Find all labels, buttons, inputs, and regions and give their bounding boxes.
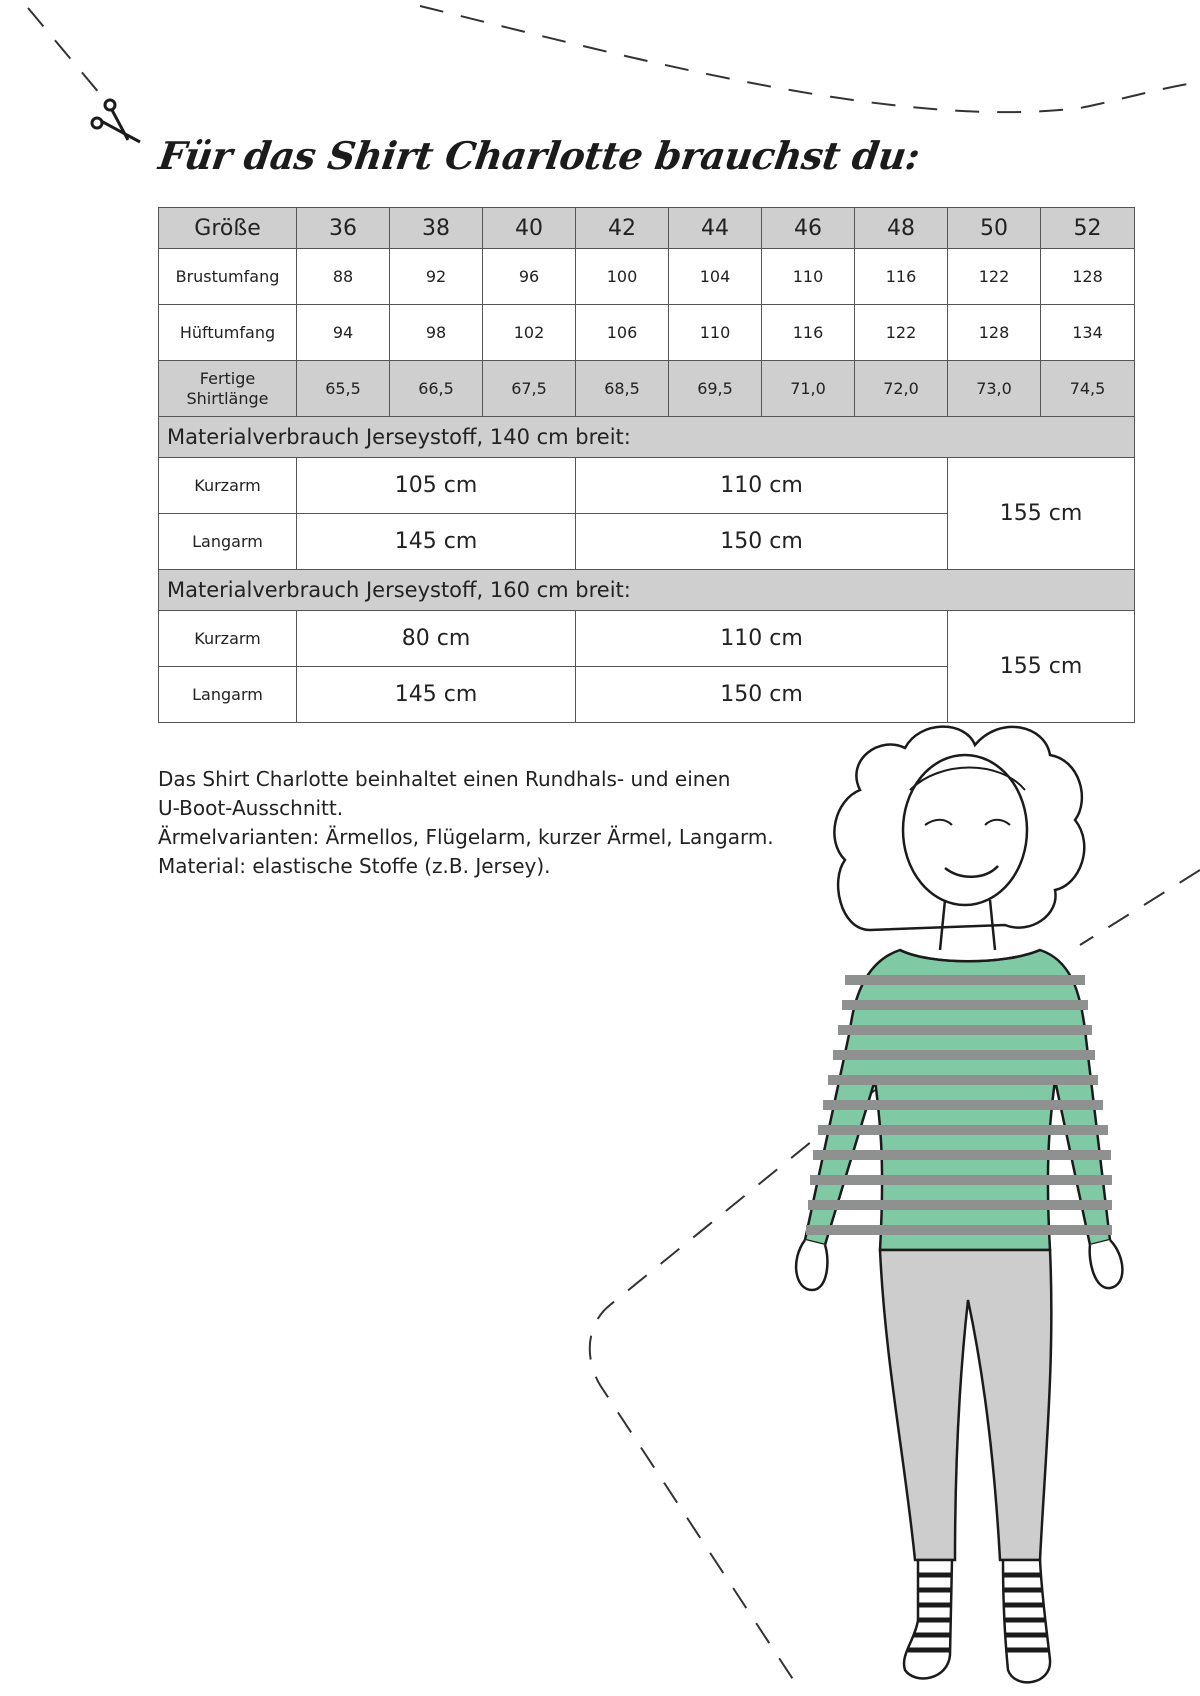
table-cell: 65,5 — [297, 361, 390, 417]
table-cell: 106 — [576, 305, 669, 361]
table-cell: 110 cm — [576, 458, 948, 514]
hip-label: Hüftumfang — [159, 305, 297, 361]
table-cell: 88 — [297, 249, 390, 305]
size-header-label: Größe — [159, 208, 297, 249]
table-cell: 69,5 — [669, 361, 762, 417]
table-cell: 74,5 — [1041, 361, 1135, 417]
kurzarm-label: Kurzarm — [159, 458, 297, 514]
size-52: 52 — [1041, 208, 1135, 249]
size-48: 48 — [855, 208, 948, 249]
table-cell: 104 — [669, 249, 762, 305]
length-label-line2: Shirtlänge — [186, 388, 269, 408]
description-line: Material: elastische Stoffe (z.B. Jersey). — [158, 854, 551, 878]
table-cell: 150 cm — [576, 667, 948, 723]
page-title: Für das Shirt Charlotte brauchst du: — [156, 133, 923, 178]
table-cell: 122 — [948, 249, 1041, 305]
table-cell: 122 — [855, 305, 948, 361]
table-cell: 94 — [297, 305, 390, 361]
right-hand — [1090, 1240, 1123, 1288]
bust-row — [159, 249, 1135, 305]
size-46: 46 — [762, 208, 855, 249]
table-cell: 145 cm — [297, 667, 576, 723]
material-160-heading: Materialverbrauch Jerseystoff, 160 cm breit: — [159, 570, 1135, 611]
table-cell: 100 — [576, 249, 669, 305]
material-160-kurzarm-row — [159, 611, 1135, 667]
table-cell: 110 — [762, 249, 855, 305]
size-44: 44 — [669, 208, 762, 249]
table-cell: 68,5 — [576, 361, 669, 417]
description — [158, 765, 858, 881]
table-cell: 145 cm — [297, 514, 576, 570]
table-cell: 150 cm — [576, 514, 948, 570]
size-38: 38 — [390, 208, 483, 249]
table-cell: 80 cm — [297, 611, 576, 667]
size-table — [158, 207, 1135, 723]
material-160-heading-row — [159, 570, 1135, 611]
table-cell: 116 — [855, 249, 948, 305]
material-140-heading: Materialverbrauch Jerseystoff, 140 cm breit: — [159, 417, 1135, 458]
table-cell: 96 — [483, 249, 576, 305]
table-cell: 105 cm — [297, 458, 576, 514]
table-cell: 98 — [390, 305, 483, 361]
table-cell: 71,0 — [762, 361, 855, 417]
kurzarm-label: Kurzarm — [159, 611, 297, 667]
length-row — [159, 361, 1135, 417]
size-42: 42 — [576, 208, 669, 249]
langarm-label: Langarm — [159, 667, 297, 723]
table-cell: 155 cm — [948, 458, 1135, 570]
table-cell: 128 — [948, 305, 1041, 361]
gray-pants — [880, 1250, 1051, 1560]
table-cell: 110 — [669, 305, 762, 361]
table-cell: 72,0 — [855, 361, 948, 417]
table-cell: 66,5 — [390, 361, 483, 417]
table-cell: 155 cm — [948, 611, 1135, 723]
table-cell: 67,5 — [483, 361, 576, 417]
table-cell: 102 — [483, 305, 576, 361]
scissors-icon — [92, 100, 140, 142]
length-label-line1: Fertige — [199, 368, 256, 388]
table-cell: 128 — [1041, 249, 1135, 305]
bust-label: Brustumfang — [159, 249, 297, 305]
table-cell: 134 — [1041, 305, 1135, 361]
table-cell: 110 cm — [576, 611, 948, 667]
material-140-kurzarm-row — [159, 458, 1135, 514]
table-cell: 73,0 — [948, 361, 1041, 417]
length-label — [159, 361, 297, 417]
hip-row — [159, 305, 1135, 361]
size-36: 36 — [297, 208, 390, 249]
size-50: 50 — [948, 208, 1041, 249]
size-40: 40 — [483, 208, 576, 249]
size-header-row — [159, 208, 1135, 249]
langarm-label: Langarm — [159, 514, 297, 570]
description-line: Das Shirt Charlotte beinhaltet einen Rundhals- und einen — [158, 767, 731, 791]
material-140-heading-row — [159, 417, 1135, 458]
description-line: Ärmelvarianten: Ärmellos, Flügelarm, kurzer Ärmel, Langarm. — [158, 825, 774, 849]
left-hand — [796, 1240, 827, 1290]
description-line: U-Boot-Ausschnitt. — [158, 796, 344, 820]
table-cell: 92 — [390, 249, 483, 305]
table-cell: 116 — [762, 305, 855, 361]
